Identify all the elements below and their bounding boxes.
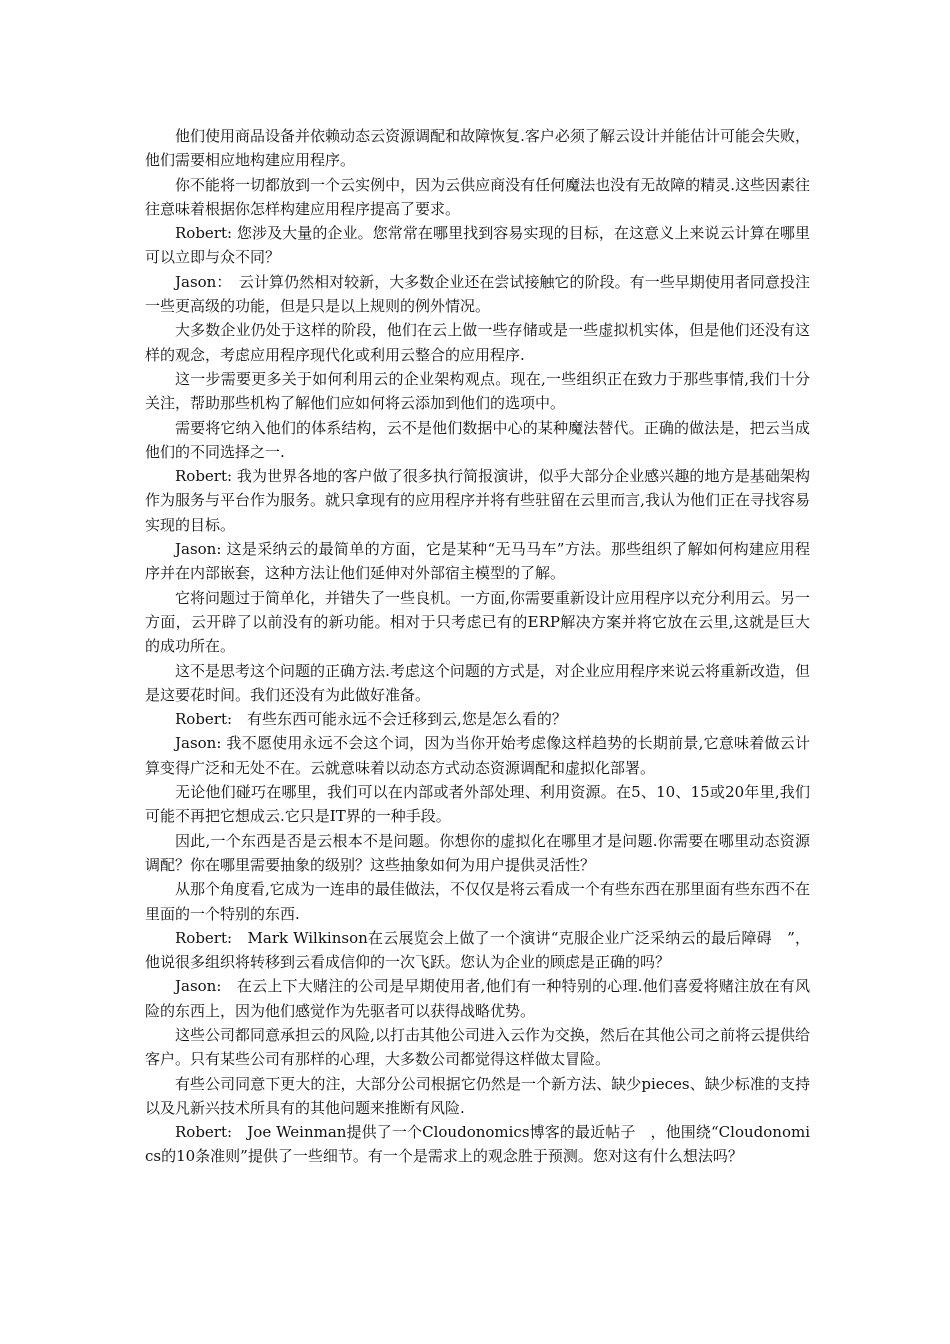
- paragraph-14: 无论他们碰巧在哪里，我们可以在内部或者外部处理、利用资源。在5、10、15或20年里,我们可能不再把它想成云.它只是IT界的一种手段。: [145, 783, 810, 826]
- document-page: [145, 124, 810, 1169]
- paragraph-20: 有些公司同意下更大的注，大部分公司根据它仍然是一个新方法、缺少pieces、缺少标准的支持以及凡新兴技术所具有的其他问题来推断有风险.: [145, 1074, 810, 1117]
- paragraph-8: Robert: 我为世界各地的客户做了很多执行简报演讲，似乎大部分企业感兴趣的地方是基础架构作为服务与平台作为服务。就只拿现有的应用程序并将有些驻留在云里而言,我认为他们正在寻找容易实现的目标。: [145, 467, 810, 534]
- paragraph-12: Robert: 有些东西可能永远不会迁移到云,您是怎么看的？: [175, 710, 567, 729]
- paragraph-17: Robert: Mark Wilkinson在云展览会上做了一个演讲“克服企业广泛采纳云的最后障碍 ”，他说很多组织将转移到云看成信仰的一次飞跃。您认为企业的顾虑是正确的吗？: [145, 928, 810, 972]
- paragraph-21: Robert: Joe Weinman提供了一个Cloudonomics博客的最近帖子 ，他围绕“Cloudonomics的10条准则”提供了一些细节。有一个是需求上的观念胜于预测。您对这有什么想法吗？: [145, 1123, 810, 1166]
- paragraph-19: 这些公司都同意承担云的风险,以打击其他公司进入云作为交换，然后在其他公司之前将云提供给客户。只有某些公司有那样的心理，大多数公司都觉得这样做太冒险。: [145, 1025, 810, 1069]
- paragraph-6: 这一步需要更多关于如何利用云的企业架构观点。现在,一些组织正在致力于那些事情,我们十分关注，帮助那些机构了解他们应如何将云添加到他们的选项中。: [145, 369, 810, 413]
- paragraph-2: 你不能将一切都放到一个云实例中，因为云供应商没有任何魔法也没有无故障的精灵.这些因素往往意味着根据你怎样构建应用程序提高了要求。: [145, 175, 810, 218]
- paragraph-10: 它将问题过于简单化，并错失了一些良机。一方面,你需要重新设计应用程序以充分利用云。另一方面，云开辟了以前没有的新功能。相对于只考虑已有的ERP解决方案并将它放在云里,这就是巨大的成功所在。: [145, 588, 810, 656]
- paragraph-11: 这不是思考这个问题的正确方法.考虑这个问题的方式是，对企业应用程序来说云将重新改造，但是这要花时间。我们还没有为此做好准备。: [145, 661, 810, 704]
- paragraph-3: Robert: 您涉及大量的企业。您常常在哪里找到容易实现的目标，在这意义上来说云计算在哪里可以立即与众不同？: [145, 224, 810, 267]
- paragraph-7: 需要将它纳入他们的体系结构，云不是他们数据中心的某种魔法替代。正确的做法是，把云当成他们的不同选择之一.: [145, 418, 810, 461]
- paragraph-1: 他们使用商品设备并依赖动态云资源调配和故障恢复.客户必须了解云设计并能估计可能会失败，他们需要相应地构建应用程序。: [145, 127, 810, 170]
- paragraph-16: 从那个角度看,它成为一连串的最佳做法，不仅仅是将云看成一个有些东西在那里面有些东西不在里面的一个特别的东西.: [145, 880, 810, 923]
- paragraph-4: Jason： 云计算仍然相对较新，大多数企业还在尝试接触它的阶段。有一些早期使用者同意投注一些更高级的功能，但是只是以上规则的例外情况。: [145, 272, 810, 316]
- paragraph-18: Jason: 在云上下大赌注的公司是早期使用者,他们有一种特别的心理.他们喜爱将赌注放在有风险的东西上，因为他们感觉作为先驱者可以获得战略优势。: [145, 977, 810, 1020]
- paragraph-15: 因此,一个东西是否是云根本不是问题。你想你的虚拟化在哪里才是问题.你需要在哪里动态资源调配？你在哪里需要抽象的级别？这些抽象如何为用户提供灵活性？: [145, 831, 810, 874]
- paragraph-9: Jason: 这是采纳云的最简单的方面，它是某种“无马马车”方法。那些组织了解如何构建应用程序并在内部嵌套，这种方法让他们延伸对外部宿主模型的了解。: [145, 540, 810, 583]
- paragraph-13: Jason: 我不愿使用永远不会这个词，因为当你开始考虑像这样趋势的长期前景,它意味着做云计算变得广泛和无处不在。云就意味着以动态方式动态资源调配和虚拟化部署。: [145, 734, 810, 777]
- paragraph-5: 大多数企业仍处于这样的阶段，他们在云上做一些存储或是一些虚拟机实体，但是他们还没有这样的观念，考虑应用程序现代化或利用云整合的应用程序.: [145, 321, 810, 364]
